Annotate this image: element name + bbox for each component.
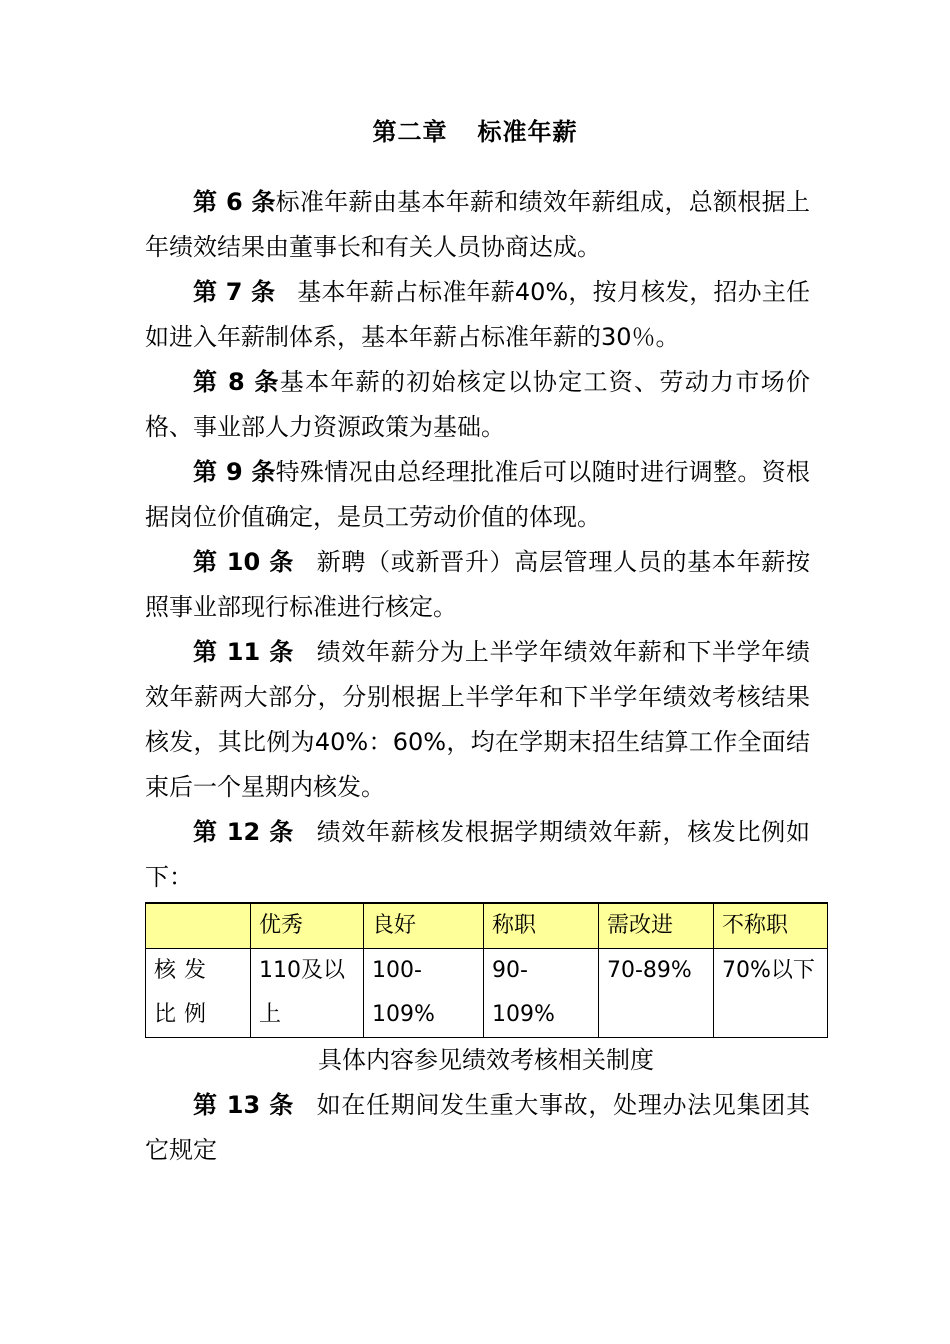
chapter-number: 第二章 xyxy=(372,118,448,146)
article-text: 绩效年薪分为上半学年绩效年薪和下半学年绩效年薪两大部分，分别根据上半学年和下半学年绩效考核结果核发，其比例为40%：60%，均在学期末招生结算工作全面结束后一个星期内核发。 xyxy=(145,638,811,801)
table-header-cell: 不称职 xyxy=(714,903,828,949)
article-label: 第 12 条 xyxy=(193,818,294,846)
table-header-row xyxy=(146,903,828,949)
table-cell: 100-109% xyxy=(364,949,484,1038)
article-label: 第 6 条 xyxy=(193,188,276,216)
article-text: 基本年薪的初始核定以协定工资、劳动力市场价格、事业部人力资源政策为基础。 xyxy=(145,368,811,441)
article-text: 如在任期间发生重大事故，处理办法见集团其它规定 xyxy=(145,1091,811,1164)
table-header-cell xyxy=(146,903,251,949)
article-label: 第 7 条 xyxy=(193,278,276,306)
table-cell: 90-109% xyxy=(484,949,599,1038)
chapter-title: 标准年薪 xyxy=(477,118,578,146)
table-cell: 70-89% xyxy=(599,949,714,1038)
article-text: 新聘（或新晋升）高层管理人员的基本年薪按照事业部现行标准进行核定。 xyxy=(145,548,811,621)
table-cell: 70%以下 xyxy=(714,949,828,1038)
article-label: 第 13 条 xyxy=(193,1091,294,1119)
article-text: 基本年薪占标准年薪40%，按月核发，招办主任如进入年薪制体系，基本年薪占标准年薪的30％。 xyxy=(145,278,810,351)
table-row xyxy=(146,949,828,1038)
article-13 xyxy=(145,1083,810,1173)
article-label: 第 11 条 xyxy=(193,638,294,666)
chapter-heading xyxy=(0,112,950,147)
article-7 xyxy=(145,270,810,360)
table-cell: 110及以上 xyxy=(251,949,364,1038)
document-body xyxy=(145,180,815,1173)
table-header-cell: 优秀 xyxy=(251,903,364,949)
table-header-cell: 称职 xyxy=(484,903,599,949)
article-text: 绩效年薪核发根据学期绩效年薪，核发比例如下： xyxy=(145,818,811,891)
article-11 xyxy=(145,630,810,810)
article-text: 特殊情况由总经理批准后可以随时进行调整。资根据岗位价值确定，是员工劳动价值的体现。 xyxy=(145,458,810,531)
table-caption: 具体内容参见绩效考核相关制度 xyxy=(318,1046,654,1074)
article-12 xyxy=(145,810,810,900)
table-header-cell: 良好 xyxy=(364,903,484,949)
article-6 xyxy=(145,180,810,270)
table-row-label: 核发比例 xyxy=(146,949,251,1038)
article-8 xyxy=(145,360,810,450)
article-9 xyxy=(145,450,810,540)
table-header-cell: 需改进 xyxy=(599,903,714,949)
article-label: 第 10 条 xyxy=(193,548,294,576)
article-10 xyxy=(145,540,810,630)
article-label: 第 9 条 xyxy=(193,458,276,486)
article-label: 第 8 条 xyxy=(193,368,280,396)
article-text: 标准年薪由基本年薪和绩效年薪组成，总额根据上年绩效结果由董事长和有关人员协商达成。 xyxy=(145,188,810,261)
grade-table xyxy=(145,902,828,1038)
